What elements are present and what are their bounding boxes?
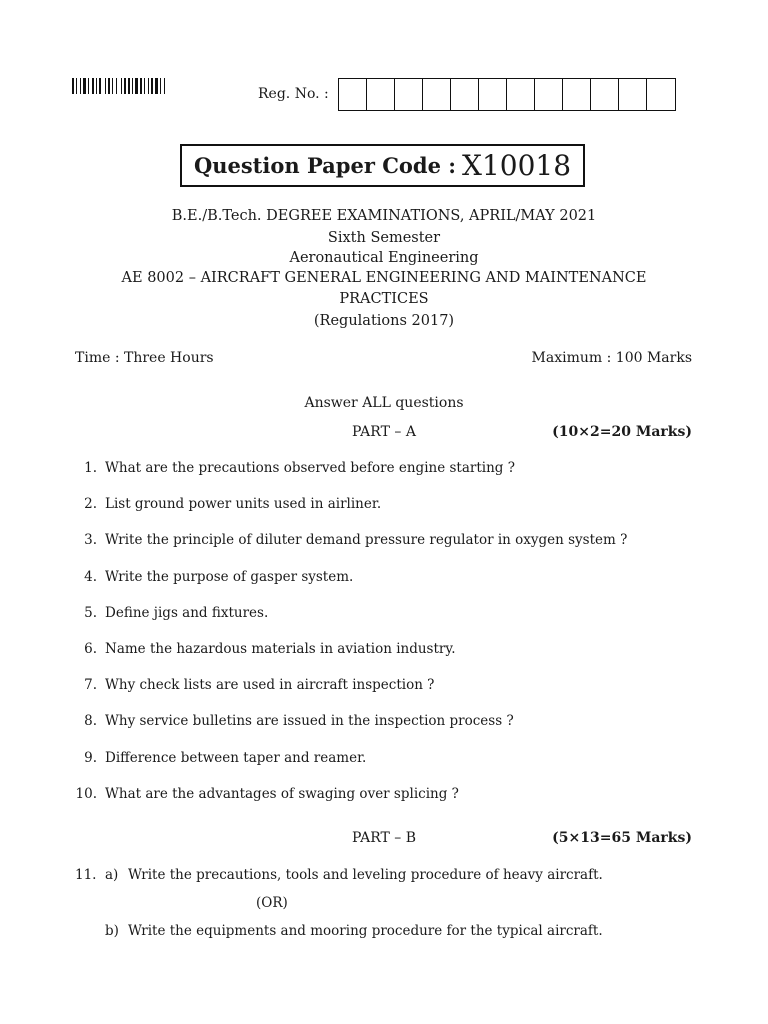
question-11b-label: b) — [105, 923, 119, 939]
qpc-label: Question Paper Code : — [193, 153, 457, 178]
maximum-marks: Maximum : 100 Marks — [531, 350, 692, 366]
question-text: Difference between taper and reamer. — [105, 749, 367, 766]
reg-no-box[interactable] — [367, 79, 395, 110]
or-separator: (OR) — [256, 895, 288, 911]
question-number: 4. — [84, 568, 97, 585]
course-title-cont: PRACTICES — [339, 291, 429, 307]
question-text: Why check lists are used in aircraft inspection ? — [105, 677, 435, 694]
question-text: What are the advantages of swaging over splicing ? — [105, 785, 459, 802]
question-text: Write the purpose of gasper system. — [105, 568, 354, 585]
question-11b-text: Write the equipments and mooring procedure for the typical aircraft. — [128, 923, 603, 939]
question-number: 1. — [84, 460, 97, 476]
question-11a-text: Write the precautions, tools and leveling procedure of heavy aircraft. — [128, 867, 603, 883]
question-number: 7. — [84, 677, 97, 694]
question-number: 8. — [84, 713, 97, 730]
reg-no-box[interactable] — [423, 79, 451, 110]
reg-no-box[interactable] — [479, 79, 507, 110]
regulations: (Regulations 2017) — [313, 313, 455, 329]
question-number: 5. — [84, 604, 97, 621]
semester: Sixth Semester — [327, 230, 441, 246]
part-a-marks: (10×2=20 Marks) — [552, 424, 692, 440]
reg-no-box[interactable] — [507, 79, 535, 110]
question-text: Why service bulletins are issued in the inspection process ? — [105, 713, 514, 730]
question-text: Name the hazardous materials in aviation industry. — [105, 641, 456, 657]
part-b-title: PART – B — [351, 830, 417, 846]
question-text: Write the principle of diluter demand pressure regulator in oxygen system ? — [105, 532, 628, 549]
question-text: Define jigs and fixtures. — [105, 604, 269, 621]
reg-no-box[interactable] — [395, 79, 423, 110]
question-number: 9. — [84, 749, 97, 766]
course-title: AE 8002 – AIRCRAFT GENERAL ENGINEERING AND MAINTENANCE — [121, 270, 647, 286]
reg-no-box[interactable] — [563, 79, 591, 110]
question-number: 3. — [84, 532, 97, 549]
question-number: 6. — [84, 641, 97, 657]
question-11a-label: a) — [105, 867, 119, 883]
question-11-number: 11. — [75, 867, 97, 883]
reg-no-box[interactable] — [535, 79, 563, 110]
instruction: Answer ALL questions — [304, 395, 464, 411]
reg-no-box[interactable] — [591, 79, 619, 110]
part-a-title: PART – A — [352, 424, 416, 440]
reg-no-box[interactable] — [647, 79, 675, 110]
question-number: 10. — [75, 785, 97, 802]
reg-no-box[interactable] — [619, 79, 647, 110]
reg-no-label: Reg. No. : — [258, 86, 329, 102]
qpc-code: X10018 — [462, 149, 572, 182]
barcode-image — [72, 78, 188, 94]
reg-no-box[interactable] — [451, 79, 479, 110]
question-paper-code-box — [180, 144, 585, 187]
reg-no-box[interactable] — [339, 79, 367, 110]
time-allowed: Time : Three Hours — [75, 350, 214, 366]
reg-no-boxes[interactable] — [338, 78, 676, 111]
question-number: 2. — [84, 496, 97, 513]
department: Aeronautical Engineering — [289, 250, 479, 266]
question-text: What are the precautions observed before engine starting ? — [105, 460, 515, 476]
exam-title: B.E./B.Tech. DEGREE EXAMINATIONS, APRIL/MAY 2021 — [171, 208, 597, 224]
part-b-marks: (5×13=65 Marks) — [552, 830, 692, 846]
question-text: List ground power units used in airliner. — [105, 496, 382, 513]
